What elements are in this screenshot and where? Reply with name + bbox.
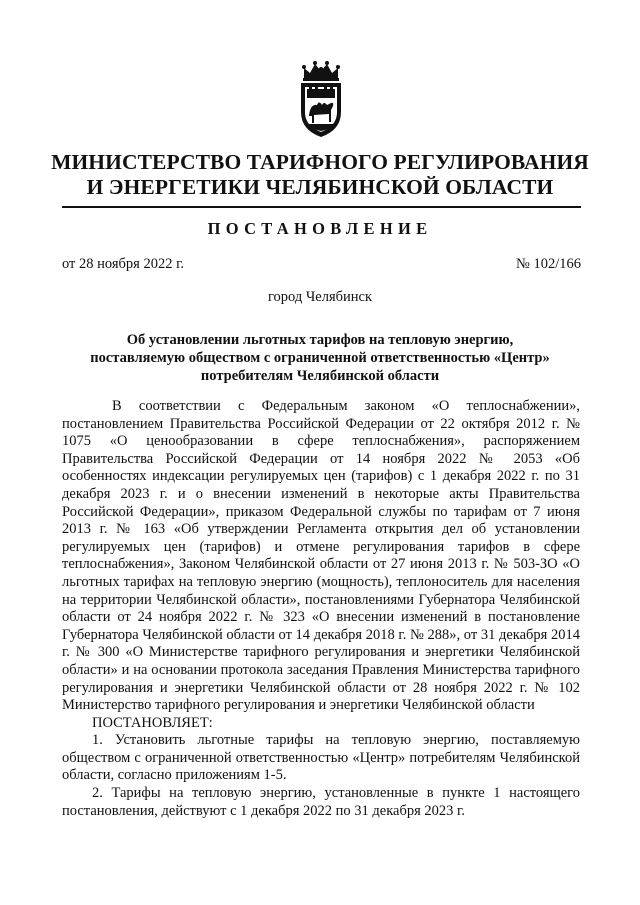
clause-2: 2. Тарифы на тепловую энергию, установленные в пункте 1 настоящего постановления, действуют с 1 декабря 2022 по 31 декабря 2023 г.	[62, 785, 580, 819]
ministry-name	[40, 150, 600, 200]
chelyabinsk-coat-of-arms-icon	[296, 60, 346, 140]
document-title-line2: поставляемую обществом с ограниченной ответственностью «Центр»	[90, 350, 550, 366]
document-title-line1: Об установлении льготных тарифов на тепловую энергию,	[126, 332, 514, 348]
decree-heading: ПОСТАНОВЛЯЕТ:	[92, 714, 213, 731]
document-title	[60, 331, 580, 385]
document-title-line3: потребителям Челябинской области	[200, 368, 440, 384]
header-divider	[62, 206, 581, 208]
ministry-name-line2: И ЭНЕРГЕТИКИ ЧЕЛЯБИНСКОЙ ОБЛАСТИ	[86, 175, 554, 199]
document-number: № 102/166	[516, 256, 581, 272]
document-city: город Челябинск	[267, 289, 373, 305]
document-body	[62, 398, 580, 820]
clause-1: 1. Установить льготные тарифы на тепловую энергию, поставляемую обществом с ограниченной ответственностью «Центр» потребителям Челябинской области, согласно приложениям 1-5.	[62, 732, 580, 784]
preamble-paragraph: В соответствии с Федеральным законом «О теплоснабжении», постановлением Правительства Российской Федерации от 22 октября 2012 г. № 1075 «О ценообразовании в сфере теплоснабжения», распоряжением Правительства Российской Федерации от 14 ноября 2022 № 2053 «Об особенностях индексации регулируемых цен (тарифов) с 1 декабря 2022 г. по 31 декабря 2023 г. и о внесении изменений в некоторые акты Правительства Российской Федерации», приказом Федеральной службы по тарифам от 7 июня 2013 г. № 163 «Об утверждении Регламента открытия дел об установлении регулируемых цен (тарифов) и отмене регулирования тарифов в сфере теплоснабжения», Законом Челябинской области от 27 июня 2013 г. № 503-ЗО «О льготных тарифах на тепловую энергию (мощность), теплоноситель для населения на территории Челябинской области», постановлениями Губернатора Челябинской области от 24 ноября 2022 г. № 323 «О внесении изменений в постановление Губернатора Челябинской области от 14 декабря 2018 г. № 288», от 31 декабря 2014 г. № 300 «О Министерстве тарифного регулирования и энергетики Челябинской области» и на основании протокола заседания Правления Министерства тарифного регулирования и энергетики Челябинской области от 28 ноября 2022 г. № 102 Министерство тарифного регулирования и энергетики Челябинской области	[62, 398, 580, 714]
document-date: от 28 ноября 2022 г.	[62, 256, 185, 272]
document-type: ПОСТАНОВЛЕНИЕ	[207, 219, 433, 238]
ministry-name-line1: МИНИСТЕРСТВО ТАРИФНОГО РЕГУЛИРОВАНИЯ	[51, 150, 589, 174]
